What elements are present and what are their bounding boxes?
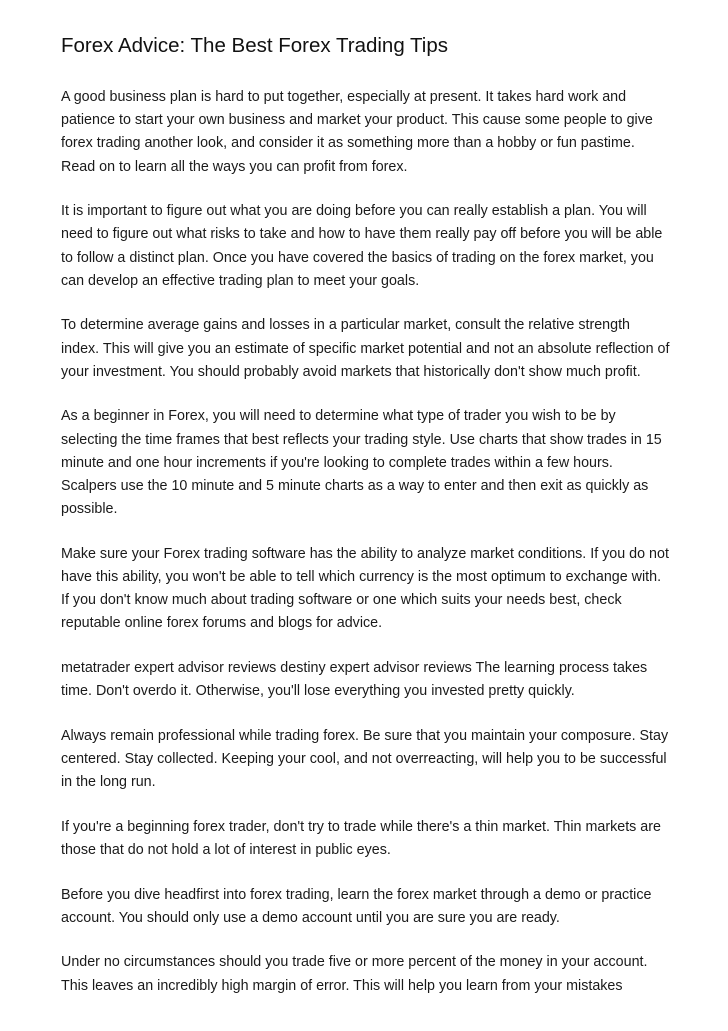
paragraph: Before you dive headfirst into forex trading, learn the forex market through a demo or practice account. You should only use a demo account until you are sure you are ready. [61, 886, 652, 926]
paragraph: It is important to figure out what you are doing before you can really establish a plan. You will need to figure out what risks to take and how to have them really pay off before you will be able to follow a distinct plan. Once you have covered the basics of trading on the forex market, you can develop an effective trading plan to meet your goals. [61, 203, 663, 289]
paragraph: Make sure your Forex trading software has the ability to analyze market conditions. If you do not have this ability, you won't be able to tell which currency is the most optimum to exchange with. If you don't know much about trading software or one which suits your needs best, check reputable online forex forums and blogs for advice. [61, 545, 669, 632]
paragraph: Always remain professional while trading forex. Be sure that you maintain your composure. Stay centered. Stay collected. Keeping your cool, and not overreacting, will help you to be successful in the long run. [61, 727, 669, 791]
paragraph: A good business plan is hard to put together, especially at present. It takes hard work and patience to start your own business and market your product. This cause some people to give forex trading another look, and consider it as something more than a hobby or fun pastime. Read on to learn all the ways you can profit from forex. [61, 89, 653, 175]
paragraph: As a beginner in Forex, you will need to determine what type of trader you wish to be by selecting the time frames that best reflects your trading style. Use charts that show trades in 15 minute and one hour increments if you're looking to complete trades within a few hours. Scalpers use the 10 minute and 5 minute charts as a way to enter and then exit as quickly as possible. [61, 408, 662, 518]
paragraph: To determine average gains and losses in a particular market, consult the relative strength index. This will give you an estimate of specific market potential and not an absolute reflection of your investment. You should probably avoid markets that historically don't show much profit. [61, 317, 670, 380]
paragraph: metatrader expert advisor reviews destiny expert advisor reviews The learning process takes time. Don't overdo it. Otherwise, you'll lose everything you invested pretty quickly. [61, 660, 648, 700]
paragraph: If you're a beginning forex trader, don't try to trade while there's a thin market. Thin markets are those that do not hold a lot of interest in public eyes. [61, 818, 661, 859]
document-page [61, 33, 671, 1019]
page-title: Forex Advice: The Best Forex Trading Tips [61, 34, 449, 57]
paragraph: Under no circumstances should you trade five or more percent of the money in your account. This leaves an incredibly high margin of error. This will help you learn from your mistakes [61, 954, 648, 994]
